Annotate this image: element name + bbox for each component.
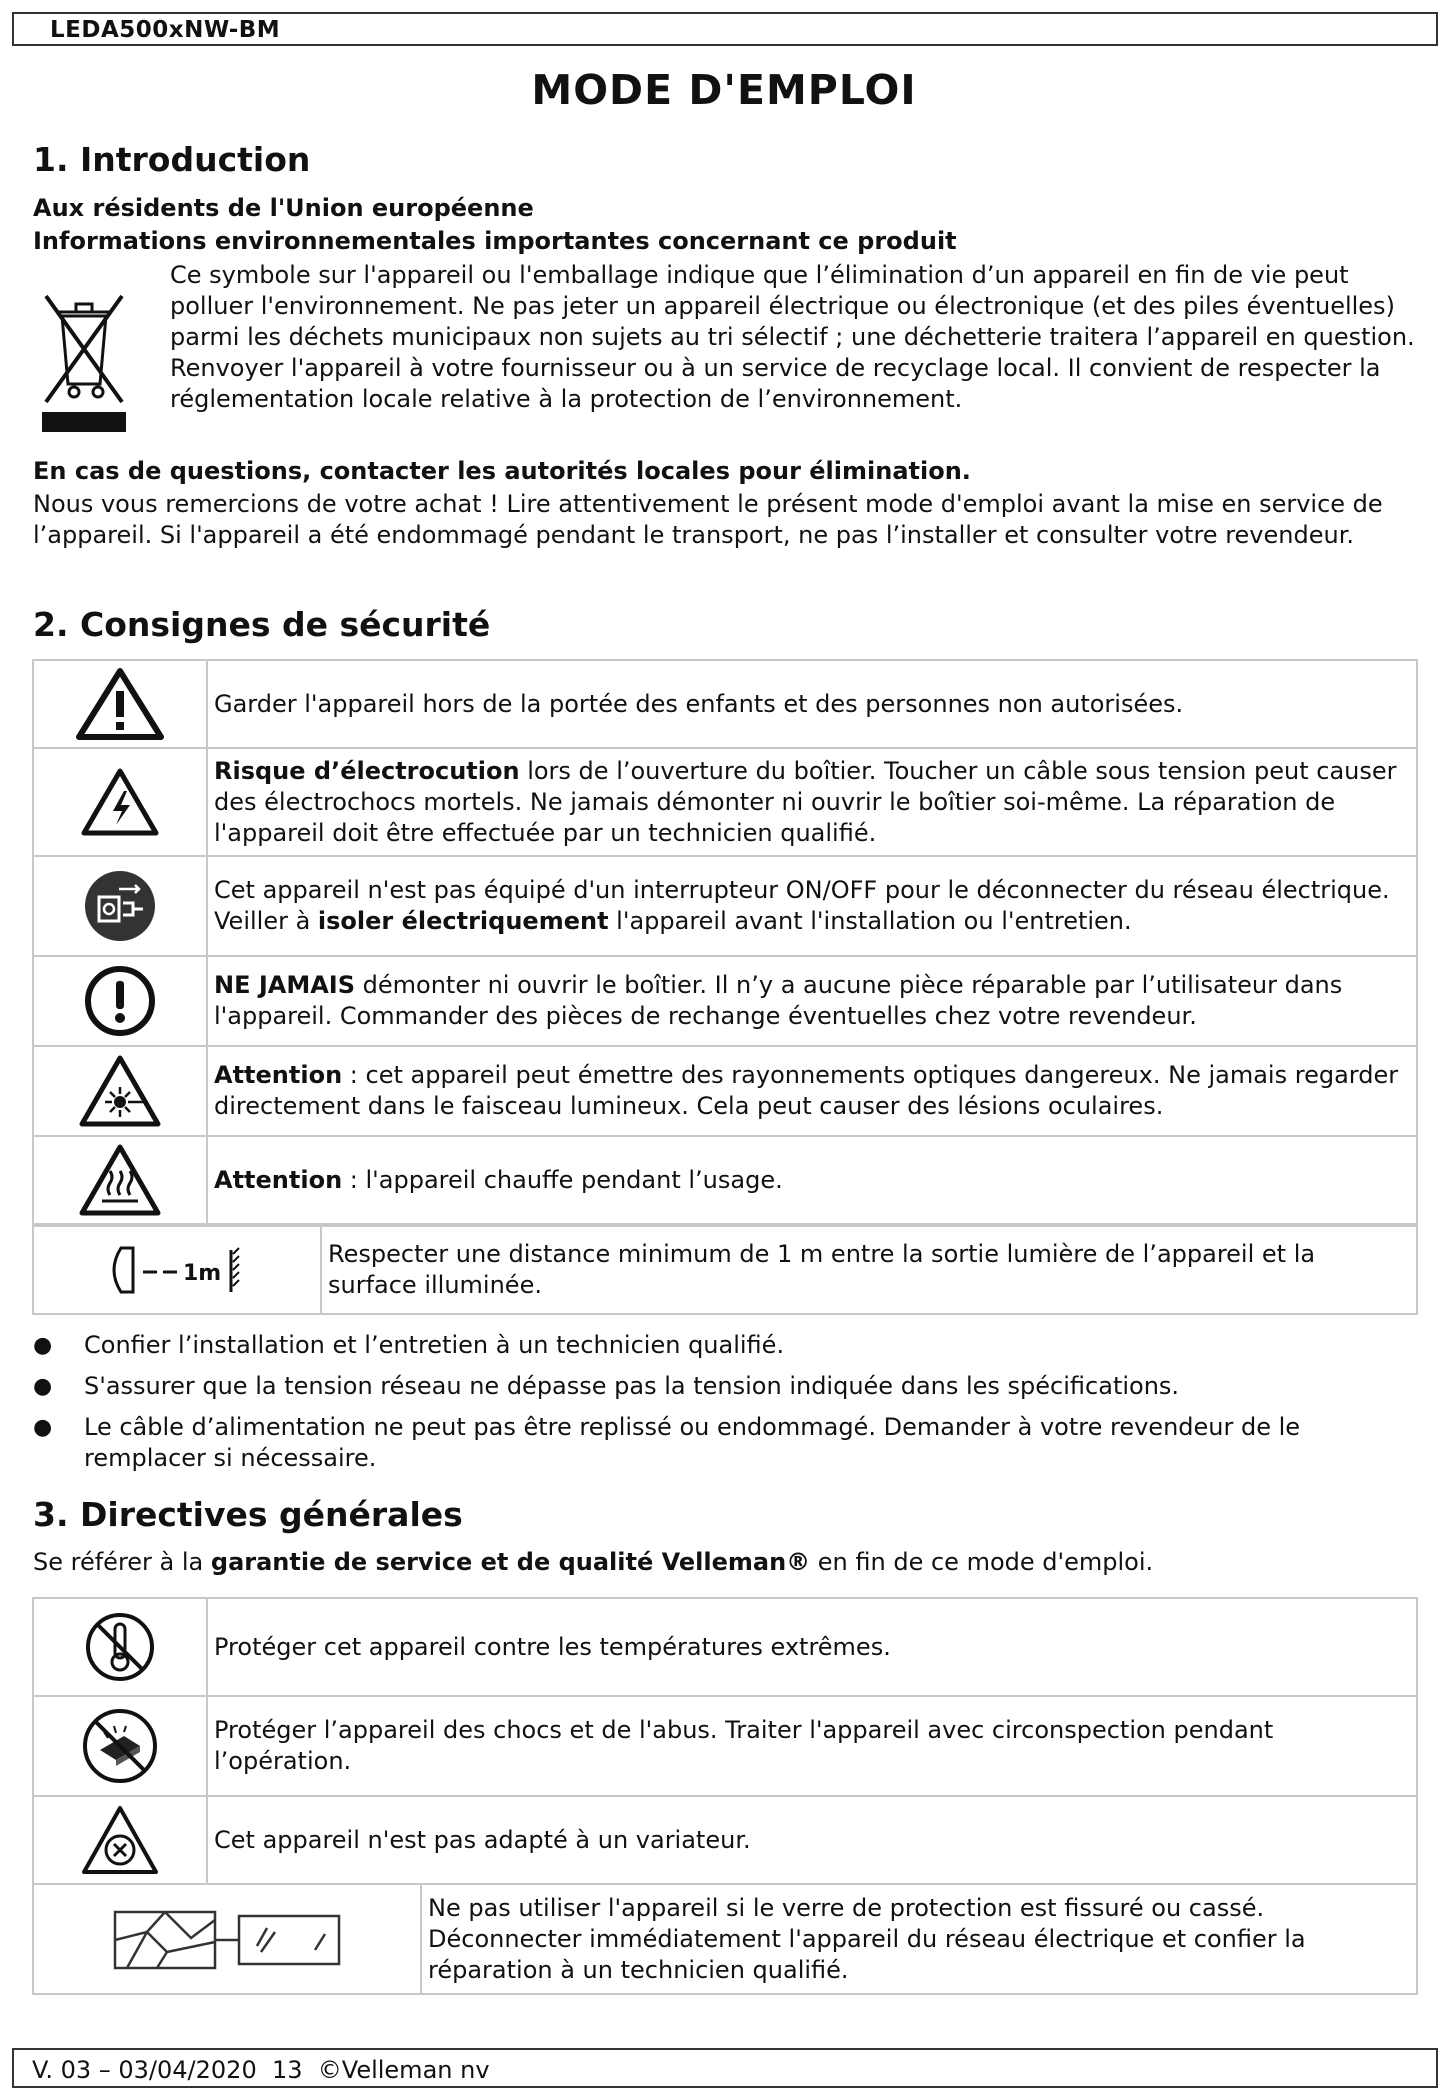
safety-row	[33, 1046, 1417, 1136]
guidelines-table	[32, 1597, 1418, 1885]
no-extreme-temperature-icon	[83, 1610, 157, 1684]
safety-text	[207, 748, 1417, 856]
footer-box	[12, 2048, 1438, 2088]
safety-row	[33, 1136, 1417, 1224]
distance-icon-cell	[33, 1226, 321, 1314]
guideline-icon-cell	[33, 1796, 207, 1884]
header-box	[12, 12, 1438, 46]
guideline-text: Protéger l’appareil des chocs et de l'abus. Traiter l'appareil avec circonspection pendant l’opération.	[207, 1696, 1417, 1796]
intro-pre: Se référer à la	[33, 1548, 211, 1576]
bullet-text: S'assurer que la tension réseau ne dépasse pas la tension indiquée dans les spécifications.	[84, 1372, 1180, 1400]
section-3-heading: 3. Directives générales	[33, 1495, 463, 1534]
safety-row	[33, 856, 1417, 956]
distance-row	[33, 1226, 1417, 1314]
safety-text-main: Garder l'appareil hors de la portée des enfants et des personnes non autorisées.	[214, 689, 1184, 718]
safety-row	[33, 748, 1417, 856]
bullet-text: Confier l’installation et l’entretien à un technicien qualifié.	[84, 1331, 785, 1359]
distance-table	[32, 1225, 1418, 1315]
safety-text-bold: NE JAMAIS	[214, 971, 356, 999]
glass-text: Ne pas utiliser l'appareil si le verre de protection est fissuré ou cassé. Déconnecter immédiatement l'appareil du réseau électrique et confier la réparation à un technicien qualifié.	[421, 1884, 1417, 1994]
safety-icon-cell	[33, 748, 207, 856]
min-distance-icon	[97, 1240, 257, 1300]
no-shocks-icon	[80, 1706, 160, 1786]
hot-surface-icon	[78, 1143, 162, 1217]
safety-icon-cell	[33, 1046, 207, 1136]
eu-residents-line: Aux résidents de l'Union européenne	[33, 194, 534, 222]
no-dimmer-icon	[80, 1804, 160, 1876]
distance-label: 1m	[183, 1261, 222, 1286]
questions-line: En cas de questions, contacter les autorités locales pour élimination.	[33, 457, 971, 485]
safety-text-bold: isoler électriquement	[317, 907, 609, 935]
bullet-icon: ●	[33, 1333, 53, 1358]
safety-table	[32, 659, 1418, 1225]
safety-text-bold: Risque d’électrocution	[214, 756, 520, 785]
safety-text-tail: l'appareil avant l'installation ou l'entretien.	[608, 907, 1132, 935]
safety-text	[207, 856, 1417, 956]
thanks-paragraph: Nous vous remercions de votre achat ! Lire attentivement le présent mode d'emploi avant la mise en service de l’appareil. Si l'appareil a été endommagé pendant le transport, ne pas l’installer et consulter votre revendeur.	[33, 490, 1383, 549]
bullet-icon: ●	[33, 1374, 53, 1399]
guideline-row	[33, 1696, 1417, 1796]
guideline-icon-cell	[33, 1696, 207, 1796]
safety-text-main: : l'appareil chauffe pendant l’usage.	[342, 1165, 783, 1194]
optical-radiation-icon	[78, 1054, 162, 1128]
guideline-text: Protéger cet appareil contre les températures extrêmes.	[207, 1598, 1417, 1696]
glass-table	[32, 1883, 1418, 1995]
electric-shock-icon	[80, 767, 160, 837]
exclamation-circle-icon	[83, 964, 157, 1038]
safety-bullets	[33, 1330, 1423, 1484]
safety-text-main: lors de l’ouverture du boîtier. Toucher un câble sous tension peut causer des électrochocs mortels. Ne jamais démonter ni ouvrir le boîtier soi-même. La réparation de l'appareil doit être effectuée par un technicien qualifié.	[214, 756, 1397, 847]
section-1-heading: 1. Introduction	[33, 140, 311, 179]
disconnect-mains-icon	[83, 869, 157, 943]
distance-text: Respecter une distance minimum de 1 m entre la sortie lumière de l’appareil et la surface illuminée.	[321, 1226, 1417, 1314]
safety-text-bold: Attention	[214, 1061, 343, 1089]
safety-row	[33, 956, 1417, 1046]
glass-row	[33, 1884, 1417, 1994]
list-item	[33, 1371, 1423, 1402]
weee-paragraph: Ce symbole sur l'appareil ou l'emballage indique que l’élimination d’un appareil en fin de vie peut polluer l'environnement. Ne pas jeter un appareil électrique ou électronique (et des piles éventuelles) parmi les déchets municipaux non sujets au tri sélectif ; une déchetterie traitera l’appareil en question. Renvoyer l'appareil à votre fournisseur ou à un service de recyclage local. Il convient de respecter la réglementation locale relative à la protection de l’environnement.	[170, 261, 1415, 413]
model-number: LEDA500xNW-BM	[50, 17, 281, 43]
cracked-glass-icon	[107, 1902, 347, 1976]
safety-text	[207, 1046, 1417, 1136]
safety-row	[33, 660, 1417, 748]
list-item	[33, 1412, 1423, 1474]
bullet-icon: ●	[33, 1415, 53, 1440]
safety-icon-cell	[33, 660, 207, 748]
glass-icon-cell	[33, 1884, 421, 1994]
weee-bin-icon	[34, 282, 134, 436]
safety-text-bold: Attention	[214, 1165, 343, 1194]
intro-bold: garantie de service et de qualité Velleman®	[210, 1548, 811, 1576]
safety-text-main: : cet appareil peut émettre des rayonnements optiques dangereux. Ne jamais regarder directement dans le faisceau lumineux. Cela peut causer des lésions oculaires.	[214, 1061, 1399, 1120]
page-title: MODE D'EMPLOI	[531, 66, 917, 114]
safety-text	[207, 956, 1417, 1046]
safety-text	[207, 1136, 1417, 1224]
safety-text-main: démonter ni ouvrir le boîtier. Il n’y a aucune pièce réparable par l’utilisateur dans l'appareil. Commander des pièces de rechange éventuelles chez votre revendeur.	[214, 971, 1343, 1030]
section-3-intro	[33, 1548, 1153, 1576]
safety-icon-cell	[33, 1136, 207, 1224]
guideline-row	[33, 1796, 1417, 1884]
guideline-icon-cell	[33, 1598, 207, 1696]
list-item	[33, 1330, 1423, 1361]
safety-text	[207, 660, 1417, 748]
section-2-heading: 2. Consignes de sécurité	[33, 605, 491, 644]
intro-post: en fin de ce mode d'emploi.	[810, 1548, 1154, 1576]
bullet-text: Le câble d’alimentation ne peut pas être replissé ou endommagé. Demander à votre revendeur de le remplacer si nécessaire.	[84, 1413, 1301, 1472]
guideline-text: Cet appareil n'est pas adapté à un variateur.	[207, 1796, 1417, 1884]
footer-text: V. 03 – 03/04/2020 13 ©Velleman nv	[32, 2056, 490, 2084]
env-info-line: Informations environnementales importantes concernant ce produit	[33, 227, 957, 255]
safety-icon-cell	[33, 956, 207, 1046]
safety-icon-cell	[33, 856, 207, 956]
warning-triangle-icon	[75, 667, 165, 741]
safety-text-main: Cet appareil n'est pas équipé d'un interrupteur ON/OFF pour le déconnecter du réseau électrique. Veiller à	[214, 876, 1390, 935]
guideline-row	[33, 1598, 1417, 1696]
